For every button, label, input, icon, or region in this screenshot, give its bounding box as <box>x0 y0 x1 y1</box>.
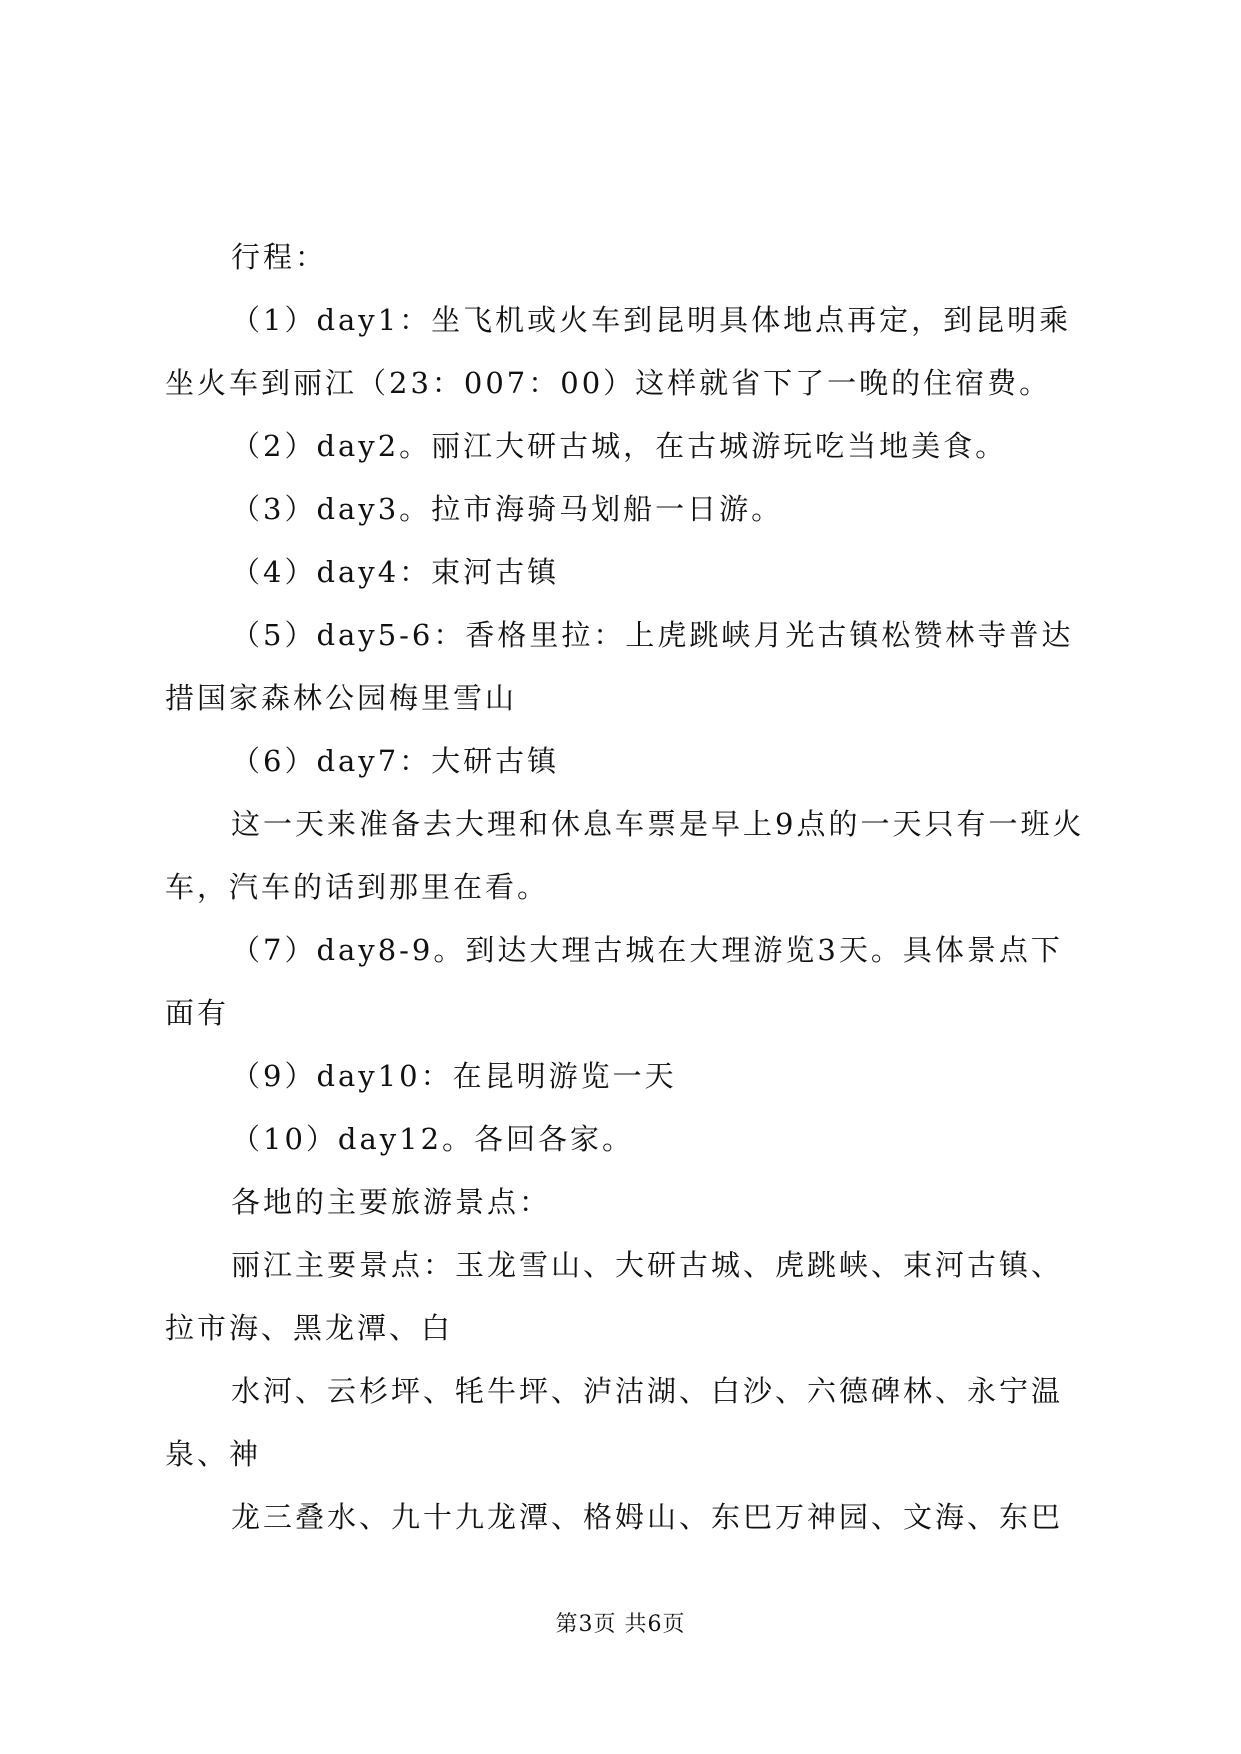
page-number-footer: 第3页 共6页 <box>555 1612 686 1637</box>
itinerary-day3: （3）day3。拉市海骑马划船一日游。 <box>231 492 784 526</box>
lijiang-attractions-line1: 丽江主要景点：玉龙雪山、大研古城、虎跳峡、束河古镇、拉市海、黑龙潭、白 <box>165 1248 1064 1345</box>
lijiang-attractions-line3: 龙三叠水、九十九龙潭、格姆山、东巴万神园、文海、东巴 <box>231 1500 1064 1534</box>
itinerary-day1: （1）day1：坐飞机或火车到昆明具体地点再定，到昆明乘坐火车到丽江（23：007：00）这样就省下了一晚的住宿费。 <box>165 303 1072 400</box>
itinerary-day8-9: （7）day8-9。到达大理古城在大理游览3天。具体景点下面有 <box>165 933 1063 1030</box>
lijiang-attractions-line2: 水河、云杉坪、牦牛坪、泸沽湖、白沙、六德碑林、永宁温泉、神 <box>165 1374 1064 1471</box>
itinerary-day7-note: 这一天来准备去大理和休息车票是早上9点的一天只有一班火车，汽车的话到那里在看。 <box>165 807 1085 904</box>
itinerary-day2: （2）day2。丽江大研古城，在古城游玩吃当地美食。 <box>231 429 1008 463</box>
itinerary-day10: （9）day10：在昆明游览一天 <box>231 1059 677 1093</box>
document-body <box>165 226 1085 1549</box>
attractions-heading: 各地的主要旅游景点： <box>231 1185 552 1219</box>
itinerary-day5-6: （5）day5-6：香格里拉：上虎跳峡月光古镇松赞林寺普达措国家森林公园梅里雪山 <box>165 618 1074 715</box>
itinerary-day7: （6）day7：大研古镇 <box>231 744 560 778</box>
itinerary-heading: 行程： <box>231 240 328 274</box>
itinerary-day4: （4）day4：束河古镇 <box>231 555 560 589</box>
itinerary-day12: （10）day12。各回各家。 <box>231 1122 635 1156</box>
